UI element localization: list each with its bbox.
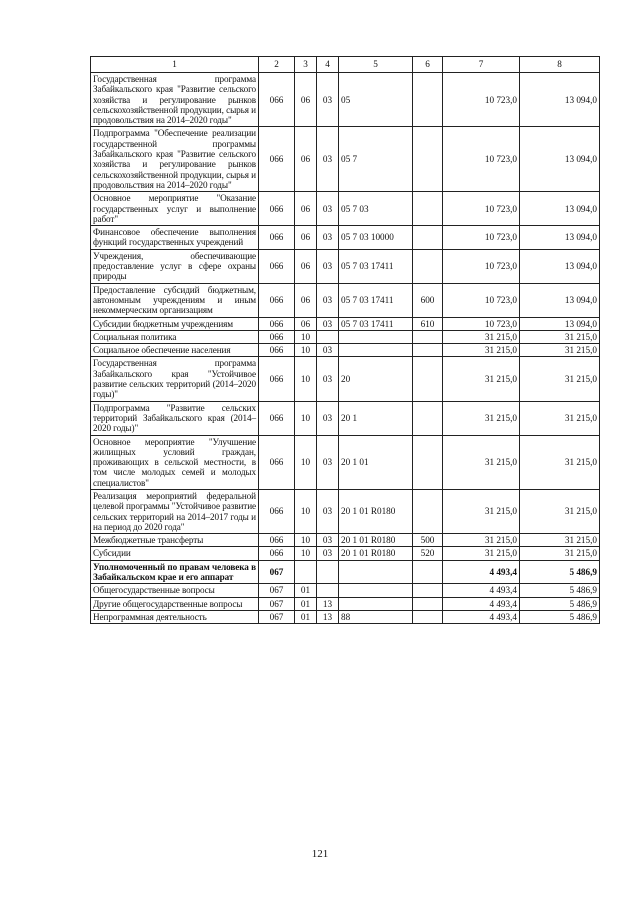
row-expense-type-cell — [413, 192, 443, 226]
row-section-cell: 06 — [295, 283, 317, 317]
row-target-cell — [339, 597, 413, 610]
row-amount-1-cell: 10 723,0 — [443, 192, 520, 226]
row-target-cell: 05 — [339, 73, 413, 127]
row-target-cell — [339, 330, 413, 343]
row-amount-1-cell: 4 493,4 — [443, 584, 520, 597]
row-section-cell: 10 — [295, 547, 317, 560]
header-cell-5: 5 — [339, 57, 413, 73]
row-amount-1-cell: 31 215,0 — [443, 357, 520, 401]
row-target-cell — [339, 584, 413, 597]
row-name-cell: Финансовое обеспечение выполнения функций государственных учреждений — [91, 226, 259, 250]
row-expense-type-cell: 600 — [413, 283, 443, 317]
row-amount-1-cell: 31 215,0 — [443, 489, 520, 533]
header-cell-8: 8 — [520, 57, 600, 73]
table-row — [91, 127, 600, 192]
row-target-cell: 20 1 — [339, 401, 413, 435]
row-subsection-cell — [317, 584, 339, 597]
row-section-cell: 10 — [295, 435, 317, 489]
row-amount-2-cell: 13 094,0 — [520, 73, 600, 127]
row-expense-type-cell — [413, 127, 443, 192]
row-code-cell: 067 — [259, 597, 295, 610]
row-target-cell — [339, 344, 413, 357]
row-name-cell: Общегосударственные вопросы — [91, 584, 259, 597]
page-number: 121 — [311, 848, 329, 860]
row-name-cell: Субсидии бюджетным учреждениям — [91, 317, 259, 330]
row-section-cell: 10 — [295, 330, 317, 343]
row-target-cell: 20 — [339, 357, 413, 401]
row-amount-1-cell: 10 723,0 — [443, 73, 520, 127]
table-body — [91, 73, 600, 624]
row-code-cell: 066 — [259, 73, 295, 127]
row-subsection-cell: 03 — [317, 192, 339, 226]
row-amount-2-cell: 5 486,9 — [520, 597, 600, 610]
row-section-cell: 10 — [295, 401, 317, 435]
row-target-cell: 05 7 03 10000 — [339, 226, 413, 250]
row-amount-2-cell: 13 094,0 — [520, 226, 600, 250]
row-section-cell: 06 — [295, 192, 317, 226]
row-name-cell: Учреждения, обеспечивающие предоставление услуг в сфере охраны природы — [91, 249, 259, 283]
row-section-cell: 01 — [295, 584, 317, 597]
row-section-cell: 06 — [295, 73, 317, 127]
header-cell-2: 2 — [259, 57, 295, 73]
header-cell-7: 7 — [443, 57, 520, 73]
row-target-cell: 05 7 03 17411 — [339, 249, 413, 283]
table-row — [91, 192, 600, 226]
row-subsection-cell — [317, 560, 339, 584]
row-amount-1-cell: 10 723,0 — [443, 317, 520, 330]
table-row — [91, 317, 600, 330]
header-row — [91, 57, 600, 73]
row-expense-type-cell — [413, 560, 443, 584]
row-section-cell: 06 — [295, 226, 317, 250]
row-target-cell: 05 7 — [339, 127, 413, 192]
row-code-cell: 066 — [259, 534, 295, 547]
row-amount-2-cell: 13 094,0 — [520, 192, 600, 226]
row-name-cell: Межбюджетные трансферты — [91, 534, 259, 547]
row-amount-2-cell: 31 215,0 — [520, 401, 600, 435]
row-name-cell: Государственная программа Забайкальского края "Развитие сельского хозяйства и регулирование рынков сельскохозяйственной продукции, сырья и продовольствия на 2014–2020 годы" — [91, 73, 259, 127]
row-expense-type-cell — [413, 584, 443, 597]
table-row — [91, 547, 600, 560]
row-subsection-cell: 03 — [317, 344, 339, 357]
row-target-cell: 20 1 01 R0180 — [339, 489, 413, 533]
row-amount-2-cell: 31 215,0 — [520, 357, 600, 401]
header-cell-3: 3 — [295, 57, 317, 73]
row-name-cell: Предоставление субсидий бюджетным, автономным учреждениям и иным некоммерческим организациям — [91, 283, 259, 317]
table-row — [91, 344, 600, 357]
row-expense-type-cell — [413, 435, 443, 489]
header-cell-6: 6 — [413, 57, 443, 73]
table-row — [91, 534, 600, 547]
row-code-cell: 066 — [259, 283, 295, 317]
row-target-cell: 05 7 03 — [339, 192, 413, 226]
table-row — [91, 610, 600, 623]
row-expense-type-cell — [413, 597, 443, 610]
row-target-cell: 05 7 03 17411 — [339, 317, 413, 330]
table-row — [91, 489, 600, 533]
row-code-cell: 066 — [259, 330, 295, 343]
table-row — [91, 435, 600, 489]
row-code-cell: 066 — [259, 317, 295, 330]
row-target-cell — [339, 560, 413, 584]
row-subsection-cell: 13 — [317, 610, 339, 623]
row-code-cell: 066 — [259, 249, 295, 283]
row-section-cell: 06 — [295, 127, 317, 192]
row-section-cell: 10 — [295, 344, 317, 357]
row-amount-1-cell: 31 215,0 — [443, 330, 520, 343]
row-amount-1-cell: 10 723,0 — [443, 249, 520, 283]
row-subsection-cell: 03 — [317, 489, 339, 533]
row-subsection-cell: 03 — [317, 435, 339, 489]
row-code-cell: 066 — [259, 226, 295, 250]
row-target-cell: 20 1 01 — [339, 435, 413, 489]
row-target-cell: 20 1 01 R0180 — [339, 547, 413, 560]
row-expense-type-cell — [413, 610, 443, 623]
row-expense-type-cell — [413, 330, 443, 343]
row-code-cell: 066 — [259, 401, 295, 435]
row-amount-2-cell: 31 215,0 — [520, 489, 600, 533]
row-amount-2-cell: 13 094,0 — [520, 249, 600, 283]
row-subsection-cell: 13 — [317, 597, 339, 610]
row-name-cell: Государственная программа Забайкальского края "Устойчивое развитие сельских территорий (2014–2020 годы)" — [91, 357, 259, 401]
row-name-cell: Другие общегосударственные вопросы — [91, 597, 259, 610]
row-section-cell: 01 — [295, 610, 317, 623]
row-code-cell: 066 — [259, 435, 295, 489]
row-amount-2-cell: 5 486,9 — [520, 584, 600, 597]
row-subsection-cell: 03 — [317, 226, 339, 250]
row-expense-type-cell — [413, 401, 443, 435]
row-amount-2-cell: 13 094,0 — [520, 283, 600, 317]
row-target-cell: 05 7 03 17411 — [339, 283, 413, 317]
row-name-cell: Основное мероприятие "Оказание государственных услуг и выполнение работ" — [91, 192, 259, 226]
row-amount-2-cell: 5 486,9 — [520, 610, 600, 623]
row-section-cell: 06 — [295, 249, 317, 283]
row-code-cell: 066 — [259, 547, 295, 560]
row-amount-1-cell: 31 215,0 — [443, 401, 520, 435]
row-amount-2-cell: 31 215,0 — [520, 344, 600, 357]
row-target-cell: 20 1 01 R0180 — [339, 534, 413, 547]
header-cell-1: 1 — [91, 57, 259, 73]
row-amount-1-cell: 4 493,4 — [443, 610, 520, 623]
row-code-cell: 067 — [259, 584, 295, 597]
row-name-cell: Социальная политика — [91, 330, 259, 343]
row-code-cell: 066 — [259, 489, 295, 533]
row-subsection-cell — [317, 330, 339, 343]
row-amount-1-cell: 31 215,0 — [443, 435, 520, 489]
row-code-cell: 066 — [259, 344, 295, 357]
row-subsection-cell: 03 — [317, 73, 339, 127]
table-row — [91, 560, 600, 584]
row-amount-1-cell: 10 723,0 — [443, 226, 520, 250]
row-code-cell: 067 — [259, 610, 295, 623]
row-name-cell: Социальное обеспечение населения — [91, 344, 259, 357]
row-name-cell: Основное мероприятие "Улучшение жилищных условий граждан, проживающих в сельской местности, в том числе молодых семей и молодых специалистов" — [91, 435, 259, 489]
table-row — [91, 597, 600, 610]
row-amount-2-cell: 13 094,0 — [520, 317, 600, 330]
table-row — [91, 330, 600, 343]
row-section-cell: 10 — [295, 534, 317, 547]
row-amount-1-cell: 31 215,0 — [443, 534, 520, 547]
row-subsection-cell: 03 — [317, 547, 339, 560]
row-name-cell: Реализация мероприятий федеральной целевой программы "Устойчивое развитие сельских территорий на 2014–2017 годы и на период до 2020 года" — [91, 489, 259, 533]
row-code-cell: 067 — [259, 560, 295, 584]
row-section-cell: 10 — [295, 489, 317, 533]
table-row — [91, 401, 600, 435]
row-subsection-cell: 03 — [317, 127, 339, 192]
row-expense-type-cell — [413, 226, 443, 250]
table-row — [91, 283, 600, 317]
row-expense-type-cell — [413, 489, 443, 533]
table-row — [91, 249, 600, 283]
row-amount-1-cell: 10 723,0 — [443, 127, 520, 192]
row-expense-type-cell: 610 — [413, 317, 443, 330]
row-expense-type-cell — [413, 73, 443, 127]
row-name-cell: Подпрограмма "Развитие сельских территорий Забайкальского края (2014–2020 годы)" — [91, 401, 259, 435]
row-expense-type-cell: 520 — [413, 547, 443, 560]
row-expense-type-cell: 500 — [413, 534, 443, 547]
budget-table — [90, 56, 600, 624]
row-name-cell: Уполномоченный по правам человека в Забайкальском крае и его аппарат — [91, 560, 259, 584]
table-row — [91, 357, 600, 401]
row-code-cell: 066 — [259, 127, 295, 192]
row-amount-1-cell: 31 215,0 — [443, 547, 520, 560]
row-subsection-cell: 03 — [317, 401, 339, 435]
table-row — [91, 226, 600, 250]
row-amount-1-cell: 4 493,4 — [443, 597, 520, 610]
row-amount-2-cell: 31 215,0 — [520, 330, 600, 343]
row-subsection-cell: 03 — [317, 283, 339, 317]
row-amount-2-cell: 31 215,0 — [520, 435, 600, 489]
row-code-cell: 066 — [259, 357, 295, 401]
row-expense-type-cell — [413, 344, 443, 357]
row-target-cell: 88 — [339, 610, 413, 623]
row-name-cell: Субсидии — [91, 547, 259, 560]
row-section-cell — [295, 560, 317, 584]
row-section-cell: 06 — [295, 317, 317, 330]
row-amount-1-cell: 10 723,0 — [443, 283, 520, 317]
row-amount-1-cell: 4 493,4 — [443, 560, 520, 584]
row-subsection-cell: 03 — [317, 534, 339, 547]
row-expense-type-cell — [413, 249, 443, 283]
table-row — [91, 584, 600, 597]
row-section-cell: 10 — [295, 357, 317, 401]
row-subsection-cell: 03 — [317, 357, 339, 401]
row-subsection-cell: 03 — [317, 317, 339, 330]
row-amount-2-cell: 5 486,9 — [520, 560, 600, 584]
row-expense-type-cell — [413, 357, 443, 401]
row-section-cell: 01 — [295, 597, 317, 610]
row-name-cell: Непрограммная деятельность — [91, 610, 259, 623]
row-amount-1-cell: 31 215,0 — [443, 344, 520, 357]
row-amount-2-cell: 13 094,0 — [520, 127, 600, 192]
row-code-cell: 066 — [259, 192, 295, 226]
table-row — [91, 73, 600, 127]
row-name-cell: Подпрограмма "Обеспечение реализации государственной программы Забайкальского края "Развитие сельского хозяйства и регулирование рынков сельскохозяйственной продукции, сырья и продовольствия на 2014–2020 годы" — [91, 127, 259, 192]
row-amount-2-cell: 31 215,0 — [520, 534, 600, 547]
row-subsection-cell: 03 — [317, 249, 339, 283]
header-cell-4: 4 — [317, 57, 339, 73]
row-amount-2-cell: 31 215,0 — [520, 547, 600, 560]
